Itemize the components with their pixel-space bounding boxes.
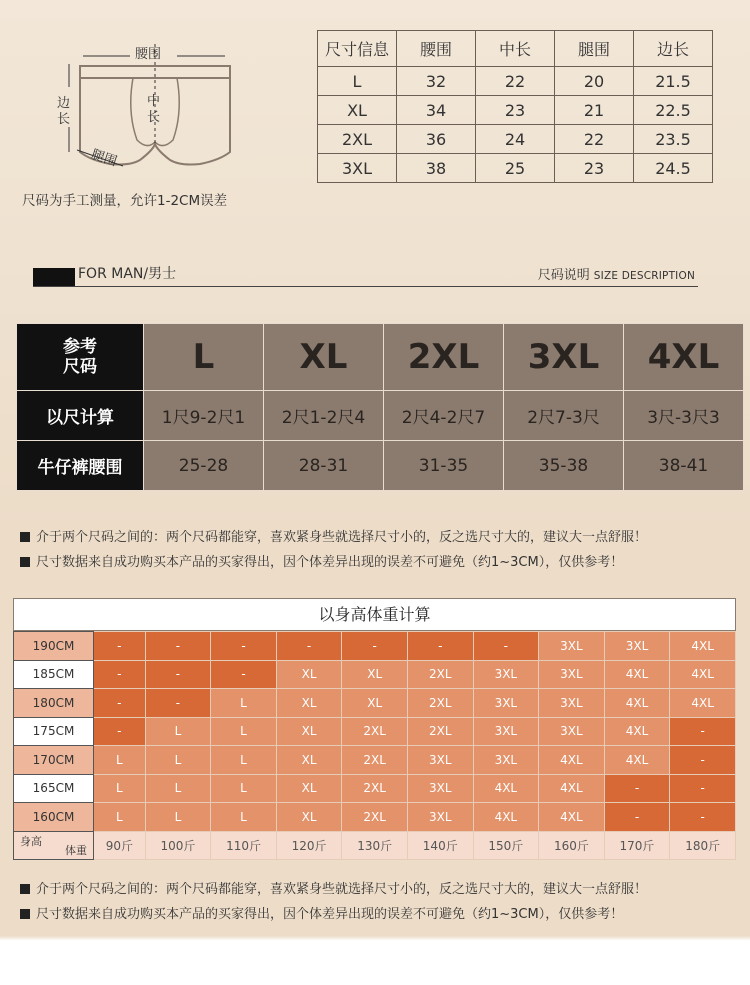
table-cell: 25-28 bbox=[144, 441, 264, 491]
size-recommendation-cell: - bbox=[670, 803, 736, 832]
size-cell: XL bbox=[264, 324, 384, 391]
size-recommendation-cell: 3XL bbox=[473, 660, 539, 689]
rise-label: 中长 bbox=[147, 94, 161, 125]
weight-cell: 160斤 bbox=[539, 831, 605, 860]
size-cell: 3XL bbox=[504, 324, 624, 391]
waist-reference-table bbox=[16, 323, 744, 491]
reference-size-header: 参考 尺码 bbox=[17, 324, 144, 391]
table-row bbox=[318, 96, 713, 125]
size-recommendation-cell: 4XL bbox=[604, 660, 670, 689]
table-cell: 23.5 bbox=[634, 125, 713, 154]
size-recommendation-cell: 2XL bbox=[407, 689, 473, 718]
size-recommendation-cell: 4XL bbox=[604, 717, 670, 746]
note-line-4 bbox=[20, 903, 623, 922]
size-description-en: SIZE DESCRIPTION bbox=[593, 270, 695, 282]
table-cell: 25 bbox=[476, 154, 555, 183]
height-cell: 190CM bbox=[14, 632, 94, 661]
note-text: 尺寸数据来自成功购买本产品的买家得出，因个体差异出现的误差不可避免（约1~3CM），仅供参考！ bbox=[36, 555, 624, 570]
header-cell: 腿围 bbox=[555, 31, 634, 67]
size-recommendation-cell: 3XL bbox=[407, 746, 473, 775]
size-recommendation-cell: - bbox=[145, 689, 211, 718]
table-cell: 31-35 bbox=[384, 441, 504, 491]
height-weight-grid bbox=[13, 631, 736, 860]
size-recommendation-cell: 4XL bbox=[670, 660, 736, 689]
size-recommendation-cell: 4XL bbox=[473, 803, 539, 832]
note-text: 介于两个尺码之间的：两个尺码都能穿，喜欢紧身些就选择尺寸小的，反之选尺寸大的，建议大一点舒服！ bbox=[36, 530, 648, 545]
table-cell: 21.5 bbox=[634, 67, 713, 96]
side-length-label: 边长 bbox=[57, 96, 71, 127]
weight-cell: 100斤 bbox=[145, 831, 211, 860]
table-cell: 38 bbox=[397, 154, 476, 183]
header-cell: 边长 bbox=[634, 31, 713, 67]
weight-cell: 180斤 bbox=[670, 831, 736, 860]
waist-label: 腰围 bbox=[135, 47, 162, 62]
size-recommendation-cell: 3XL bbox=[539, 660, 605, 689]
size-recommendation-cell: L bbox=[211, 746, 277, 775]
size-recommendation-cell: 4XL bbox=[604, 746, 670, 775]
note-text: 介于两个尺码之间的：两个尺码都能穿，喜欢紧身些就选择尺寸小的，反之选尺寸大的，建议大一点舒服！ bbox=[36, 882, 648, 897]
table-cell: 23 bbox=[476, 96, 555, 125]
weight-cell: 170斤 bbox=[604, 831, 670, 860]
height-cell: 160CM bbox=[14, 803, 94, 832]
table-row bbox=[17, 324, 744, 391]
table-row bbox=[14, 774, 736, 803]
note-text: 尺寸数据来自成功购买本产品的买家得出，因个体差异出现的误差不可避免（约1~3CM），仅供参考！ bbox=[36, 907, 624, 922]
size-recommendation-cell: XL bbox=[276, 774, 342, 803]
height-cell: 180CM bbox=[14, 689, 94, 718]
size-recommendation-cell: L bbox=[211, 803, 277, 832]
table-cell: 1尺9-2尺1 bbox=[144, 391, 264, 441]
size-recommendation-cell: XL bbox=[276, 803, 342, 832]
corner-weight-label: 体重 bbox=[65, 844, 87, 857]
size-recommendation-cell: - bbox=[670, 717, 736, 746]
table-cell: 28-31 bbox=[264, 441, 384, 491]
table-cell: 24.5 bbox=[634, 154, 713, 183]
table-row bbox=[14, 632, 736, 661]
table-row bbox=[17, 391, 744, 441]
height-cell: 175CM bbox=[14, 717, 94, 746]
size-recommendation-cell: - bbox=[670, 746, 736, 775]
height-weight-table bbox=[13, 598, 736, 860]
size-recommendation-cell: XL bbox=[276, 689, 342, 718]
measurement-note: 尺码为手工测量，允许1-2CM误差 bbox=[22, 193, 228, 209]
table-cell: 2尺4-2尺7 bbox=[384, 391, 504, 441]
size-recommendation-cell: 4XL bbox=[670, 689, 736, 718]
table-cell: XL bbox=[318, 96, 397, 125]
size-recommendation-cell: - bbox=[94, 689, 146, 718]
size-recommendation-cell: L bbox=[211, 689, 277, 718]
size-recommendation-cell: L bbox=[145, 746, 211, 775]
weight-cell: 130斤 bbox=[342, 831, 408, 860]
size-recommendation-cell: - bbox=[473, 632, 539, 661]
size-recommendation-cell: - bbox=[94, 660, 146, 689]
size-recommendation-cell: 3XL bbox=[407, 803, 473, 832]
header-cell: 中长 bbox=[476, 31, 555, 67]
divider-line bbox=[33, 286, 698, 287]
size-recommendation-cell: - bbox=[211, 632, 277, 661]
size-recommendation-cell: - bbox=[145, 632, 211, 661]
section-marker bbox=[33, 268, 75, 286]
table-cell: 22 bbox=[555, 125, 634, 154]
table-row bbox=[14, 803, 736, 832]
table-cell: 35-38 bbox=[504, 441, 624, 491]
size-recommendation-cell: - bbox=[94, 717, 146, 746]
size-info-table bbox=[317, 30, 713, 183]
size-recommendation-cell: 2XL bbox=[407, 660, 473, 689]
size-recommendation-cell: 3XL bbox=[473, 689, 539, 718]
corner-height-label: 身高 bbox=[20, 834, 42, 848]
table-cell: 22.5 bbox=[634, 96, 713, 125]
note-line-1 bbox=[20, 526, 647, 545]
size-recommendation-cell: - bbox=[94, 632, 146, 661]
table-cell: 3尺-3尺3 bbox=[624, 391, 744, 441]
size-recommendation-cell: L bbox=[145, 717, 211, 746]
size-recommendation-cell: - bbox=[145, 660, 211, 689]
size-recommendation-cell: - bbox=[670, 774, 736, 803]
size-cell: 2XL bbox=[384, 324, 504, 391]
table-cell: 36 bbox=[397, 125, 476, 154]
size-cell: 4XL bbox=[624, 324, 744, 391]
size-recommendation-cell: L bbox=[94, 774, 146, 803]
weight-cell: 150斤 bbox=[473, 831, 539, 860]
size-recommendation-cell: 3XL bbox=[539, 689, 605, 718]
size-recommendation-cell: 3XL bbox=[473, 717, 539, 746]
for-man-label: FOR MAN/男士 bbox=[78, 266, 177, 282]
chi-measure-header: 以尺计算 bbox=[17, 391, 144, 441]
weight-cell: 110斤 bbox=[211, 831, 277, 860]
size-recommendation-cell: 4XL bbox=[604, 689, 670, 718]
bullet-square-icon bbox=[20, 557, 30, 567]
table-row bbox=[318, 67, 713, 96]
size-recommendation-cell: XL bbox=[342, 660, 408, 689]
table-cell: 23 bbox=[555, 154, 634, 183]
size-recommendation-cell: - bbox=[276, 632, 342, 661]
leg-label: 腿围 bbox=[89, 147, 119, 170]
size-recommendation-cell: L bbox=[94, 746, 146, 775]
size-recommendation-cell: XL bbox=[276, 717, 342, 746]
size-recommendation-cell: 2XL bbox=[342, 717, 408, 746]
underwear-diagram bbox=[55, 42, 255, 182]
size-recommendation-cell: L bbox=[145, 774, 211, 803]
size-recommendation-cell: 4XL bbox=[670, 632, 736, 661]
size-description-cn: 尺码说明 bbox=[537, 268, 590, 283]
size-description-heading bbox=[538, 264, 695, 283]
table-cell: L bbox=[318, 67, 397, 96]
note-line-2 bbox=[20, 551, 623, 570]
table-cell: 2XL bbox=[318, 125, 397, 154]
size-recommendation-cell: - bbox=[211, 660, 277, 689]
height-weight-title: 以身高体重计算 bbox=[13, 598, 736, 631]
size-info-header-row bbox=[318, 31, 713, 67]
size-recommendation-cell: - bbox=[407, 632, 473, 661]
size-recommendation-cell: 3XL bbox=[473, 746, 539, 775]
size-recommendation-cell: - bbox=[342, 632, 408, 661]
table-cell: 22 bbox=[476, 67, 555, 96]
size-recommendation-cell: L bbox=[94, 803, 146, 832]
jeans-waist-header: 牛仔裤腰围 bbox=[17, 441, 144, 491]
size-recommendation-cell: L bbox=[211, 717, 277, 746]
table-cell: 3XL bbox=[318, 154, 397, 183]
size-cell: L bbox=[144, 324, 264, 391]
table-row bbox=[14, 746, 736, 775]
size-recommendation-cell: XL bbox=[342, 689, 408, 718]
weight-cell: 90斤 bbox=[94, 831, 146, 860]
size-recommendation-cell: 3XL bbox=[604, 632, 670, 661]
size-recommendation-cell: - bbox=[604, 803, 670, 832]
table-cell: 2尺1-2尺4 bbox=[264, 391, 384, 441]
table-row bbox=[17, 441, 744, 491]
size-recommendation-cell: 2XL bbox=[342, 803, 408, 832]
size-recommendation-cell: L bbox=[145, 803, 211, 832]
size-recommendation-cell: - bbox=[604, 774, 670, 803]
weight-row bbox=[14, 831, 736, 860]
size-recommendation-cell: 2XL bbox=[342, 774, 408, 803]
height-cell: 185CM bbox=[14, 660, 94, 689]
size-recommendation-cell: 4XL bbox=[539, 803, 605, 832]
note-line-3 bbox=[20, 878, 647, 897]
table-cell: 20 bbox=[555, 67, 634, 96]
table-cell: 24 bbox=[476, 125, 555, 154]
table-row bbox=[14, 717, 736, 746]
size-recommendation-cell: 3XL bbox=[539, 632, 605, 661]
size-recommendation-cell: 4XL bbox=[539, 774, 605, 803]
table-row bbox=[14, 660, 736, 689]
height-cell: 165CM bbox=[14, 774, 94, 803]
table-cell: 34 bbox=[397, 96, 476, 125]
height-weight-corner bbox=[14, 831, 94, 860]
header-cell: 尺寸信息 bbox=[318, 31, 397, 67]
size-recommendation-cell: 3XL bbox=[407, 774, 473, 803]
weight-cell: 120斤 bbox=[276, 831, 342, 860]
size-recommendation-cell: 4XL bbox=[473, 774, 539, 803]
size-recommendation-cell: XL bbox=[276, 746, 342, 775]
size-recommendation-cell: 2XL bbox=[342, 746, 408, 775]
table-cell: 2尺7-3尺 bbox=[504, 391, 624, 441]
table-cell: 38-41 bbox=[624, 441, 744, 491]
size-recommendation-cell: 2XL bbox=[407, 717, 473, 746]
size-recommendation-cell: 3XL bbox=[539, 717, 605, 746]
table-row bbox=[318, 125, 713, 154]
size-recommendation-cell: L bbox=[211, 774, 277, 803]
table-row bbox=[318, 154, 713, 183]
size-recommendation-cell: XL bbox=[276, 660, 342, 689]
weight-cell: 140斤 bbox=[407, 831, 473, 860]
table-cell: 32 bbox=[397, 67, 476, 96]
bullet-square-icon bbox=[20, 532, 30, 542]
header-cell: 腰围 bbox=[397, 31, 476, 67]
bullet-square-icon bbox=[20, 909, 30, 919]
bullet-square-icon bbox=[20, 884, 30, 894]
height-cell: 170CM bbox=[14, 746, 94, 775]
table-cell: 21 bbox=[555, 96, 634, 125]
table-row bbox=[14, 689, 736, 718]
size-recommendation-cell: 4XL bbox=[539, 746, 605, 775]
